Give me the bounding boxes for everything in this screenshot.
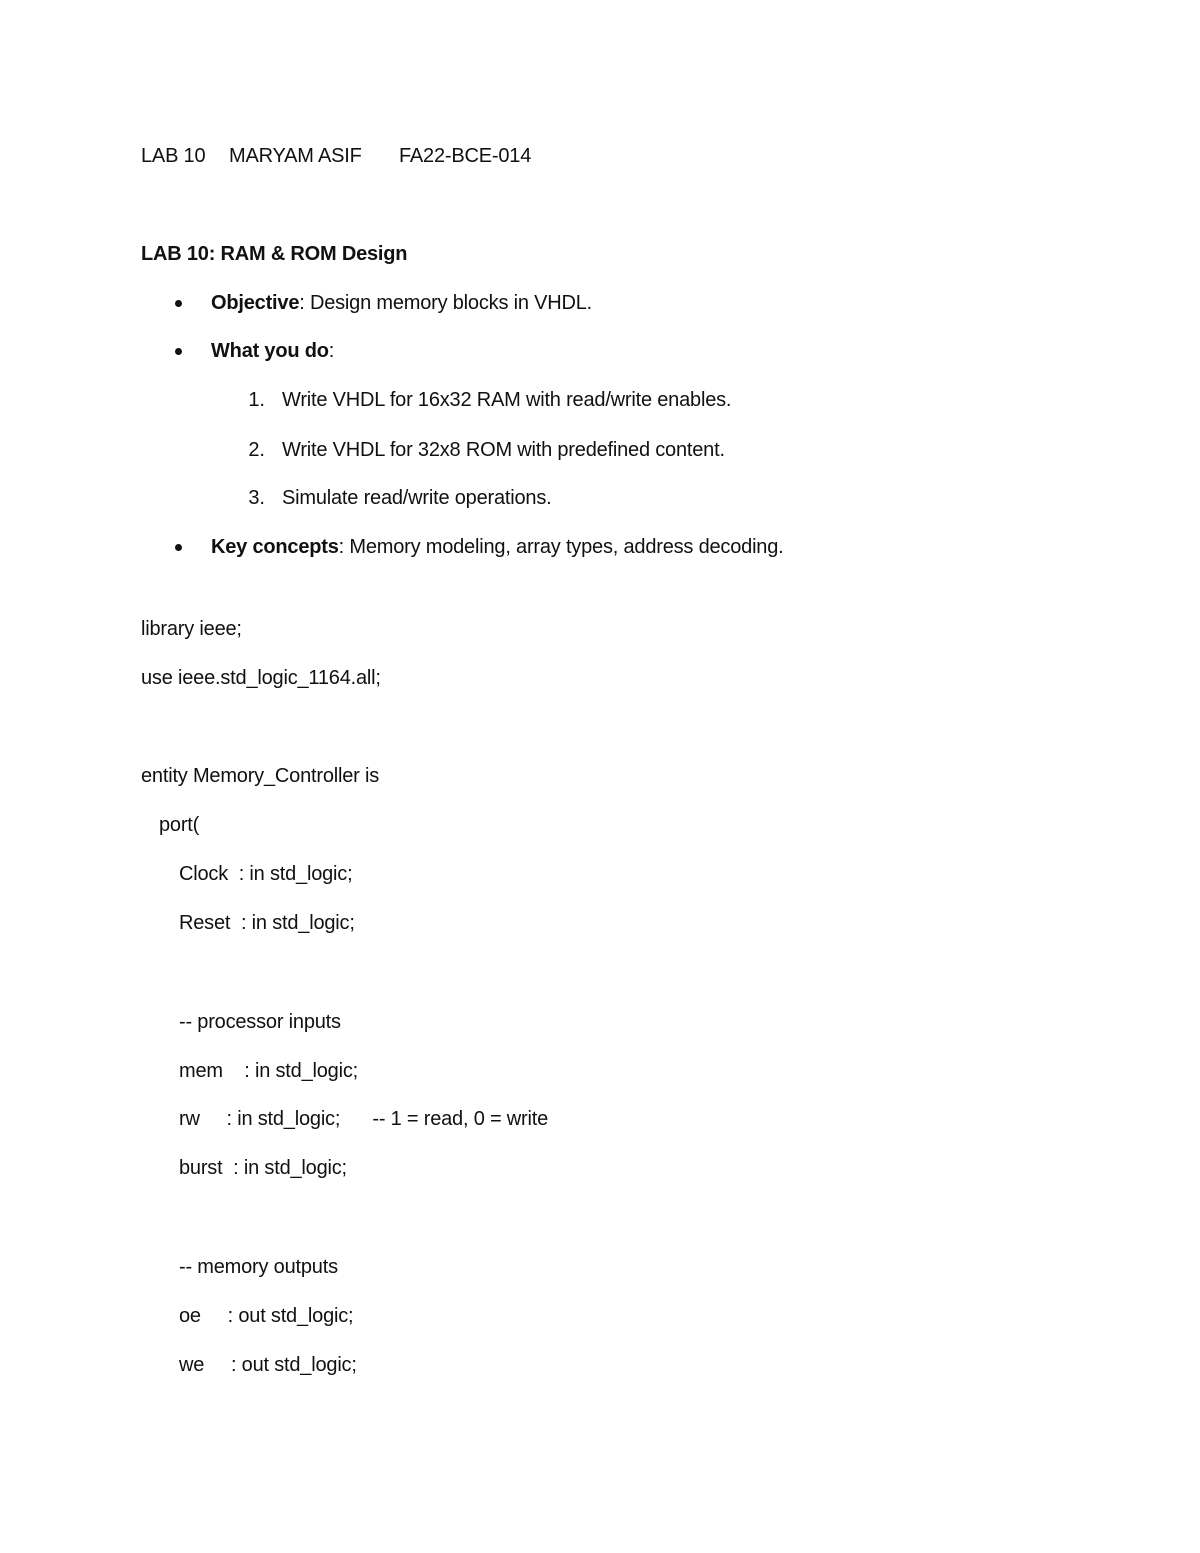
step-number: 2. [248, 439, 265, 461]
bullet-what-you-do [211, 339, 334, 363]
step-text: Write VHDL for 16x32 RAM with read/write enables. [282, 389, 732, 411]
bullet-label: Objective [211, 292, 300, 314]
header-roll: FA22-BCE-014 [399, 145, 532, 167]
code-line-oe: oe : out std_logic; [179, 1305, 354, 1327]
bullet-label: Key concepts [211, 536, 339, 558]
bullet-key-concepts [211, 535, 784, 559]
bullet-text: : [328, 340, 335, 362]
bullet-dot [175, 300, 182, 307]
section-title: LAB 10: RAM & ROM Design [141, 243, 408, 265]
step-text: Simulate read/write operations. [282, 487, 552, 509]
code-line-mem: mem : in std_logic; [179, 1060, 358, 1082]
step-number: 3. [248, 487, 265, 509]
code-line-library: library ieee; [141, 618, 242, 640]
code-comment-processor: -- processor inputs [179, 1011, 341, 1033]
bullet-label: What you do [211, 340, 329, 362]
header-lab: LAB 10 [141, 145, 206, 167]
bullet-dot [175, 544, 182, 551]
header-name: MARYAM ASIF [229, 145, 362, 167]
bullet-objective [211, 291, 592, 315]
code-comment-memory: -- memory outputs [179, 1256, 338, 1278]
step-text: Write VHDL for 32x8 ROM with predefined content. [282, 439, 725, 461]
code-line-clock: Clock : in std_logic; [179, 863, 353, 885]
step-number: 1. [248, 389, 265, 411]
bullet-text: : Memory modeling, array types, address decoding. [338, 536, 784, 558]
bullet-dot [175, 348, 182, 355]
code-line-rw: rw : in std_logic; -- 1 = read, 0 = write [179, 1108, 549, 1130]
code-line-entity: entity Memory_Controller is [141, 765, 380, 787]
bullet-text: : Design memory blocks in VHDL. [299, 292, 593, 314]
code-line-burst: burst : in std_logic; [179, 1157, 347, 1179]
code-line-reset: Reset : in std_logic; [179, 912, 355, 934]
code-line-we: we : out std_logic; [179, 1354, 357, 1376]
code-line-use: use ieee.std_logic_1164.all; [141, 667, 381, 689]
code-line-port: port( [159, 814, 200, 836]
